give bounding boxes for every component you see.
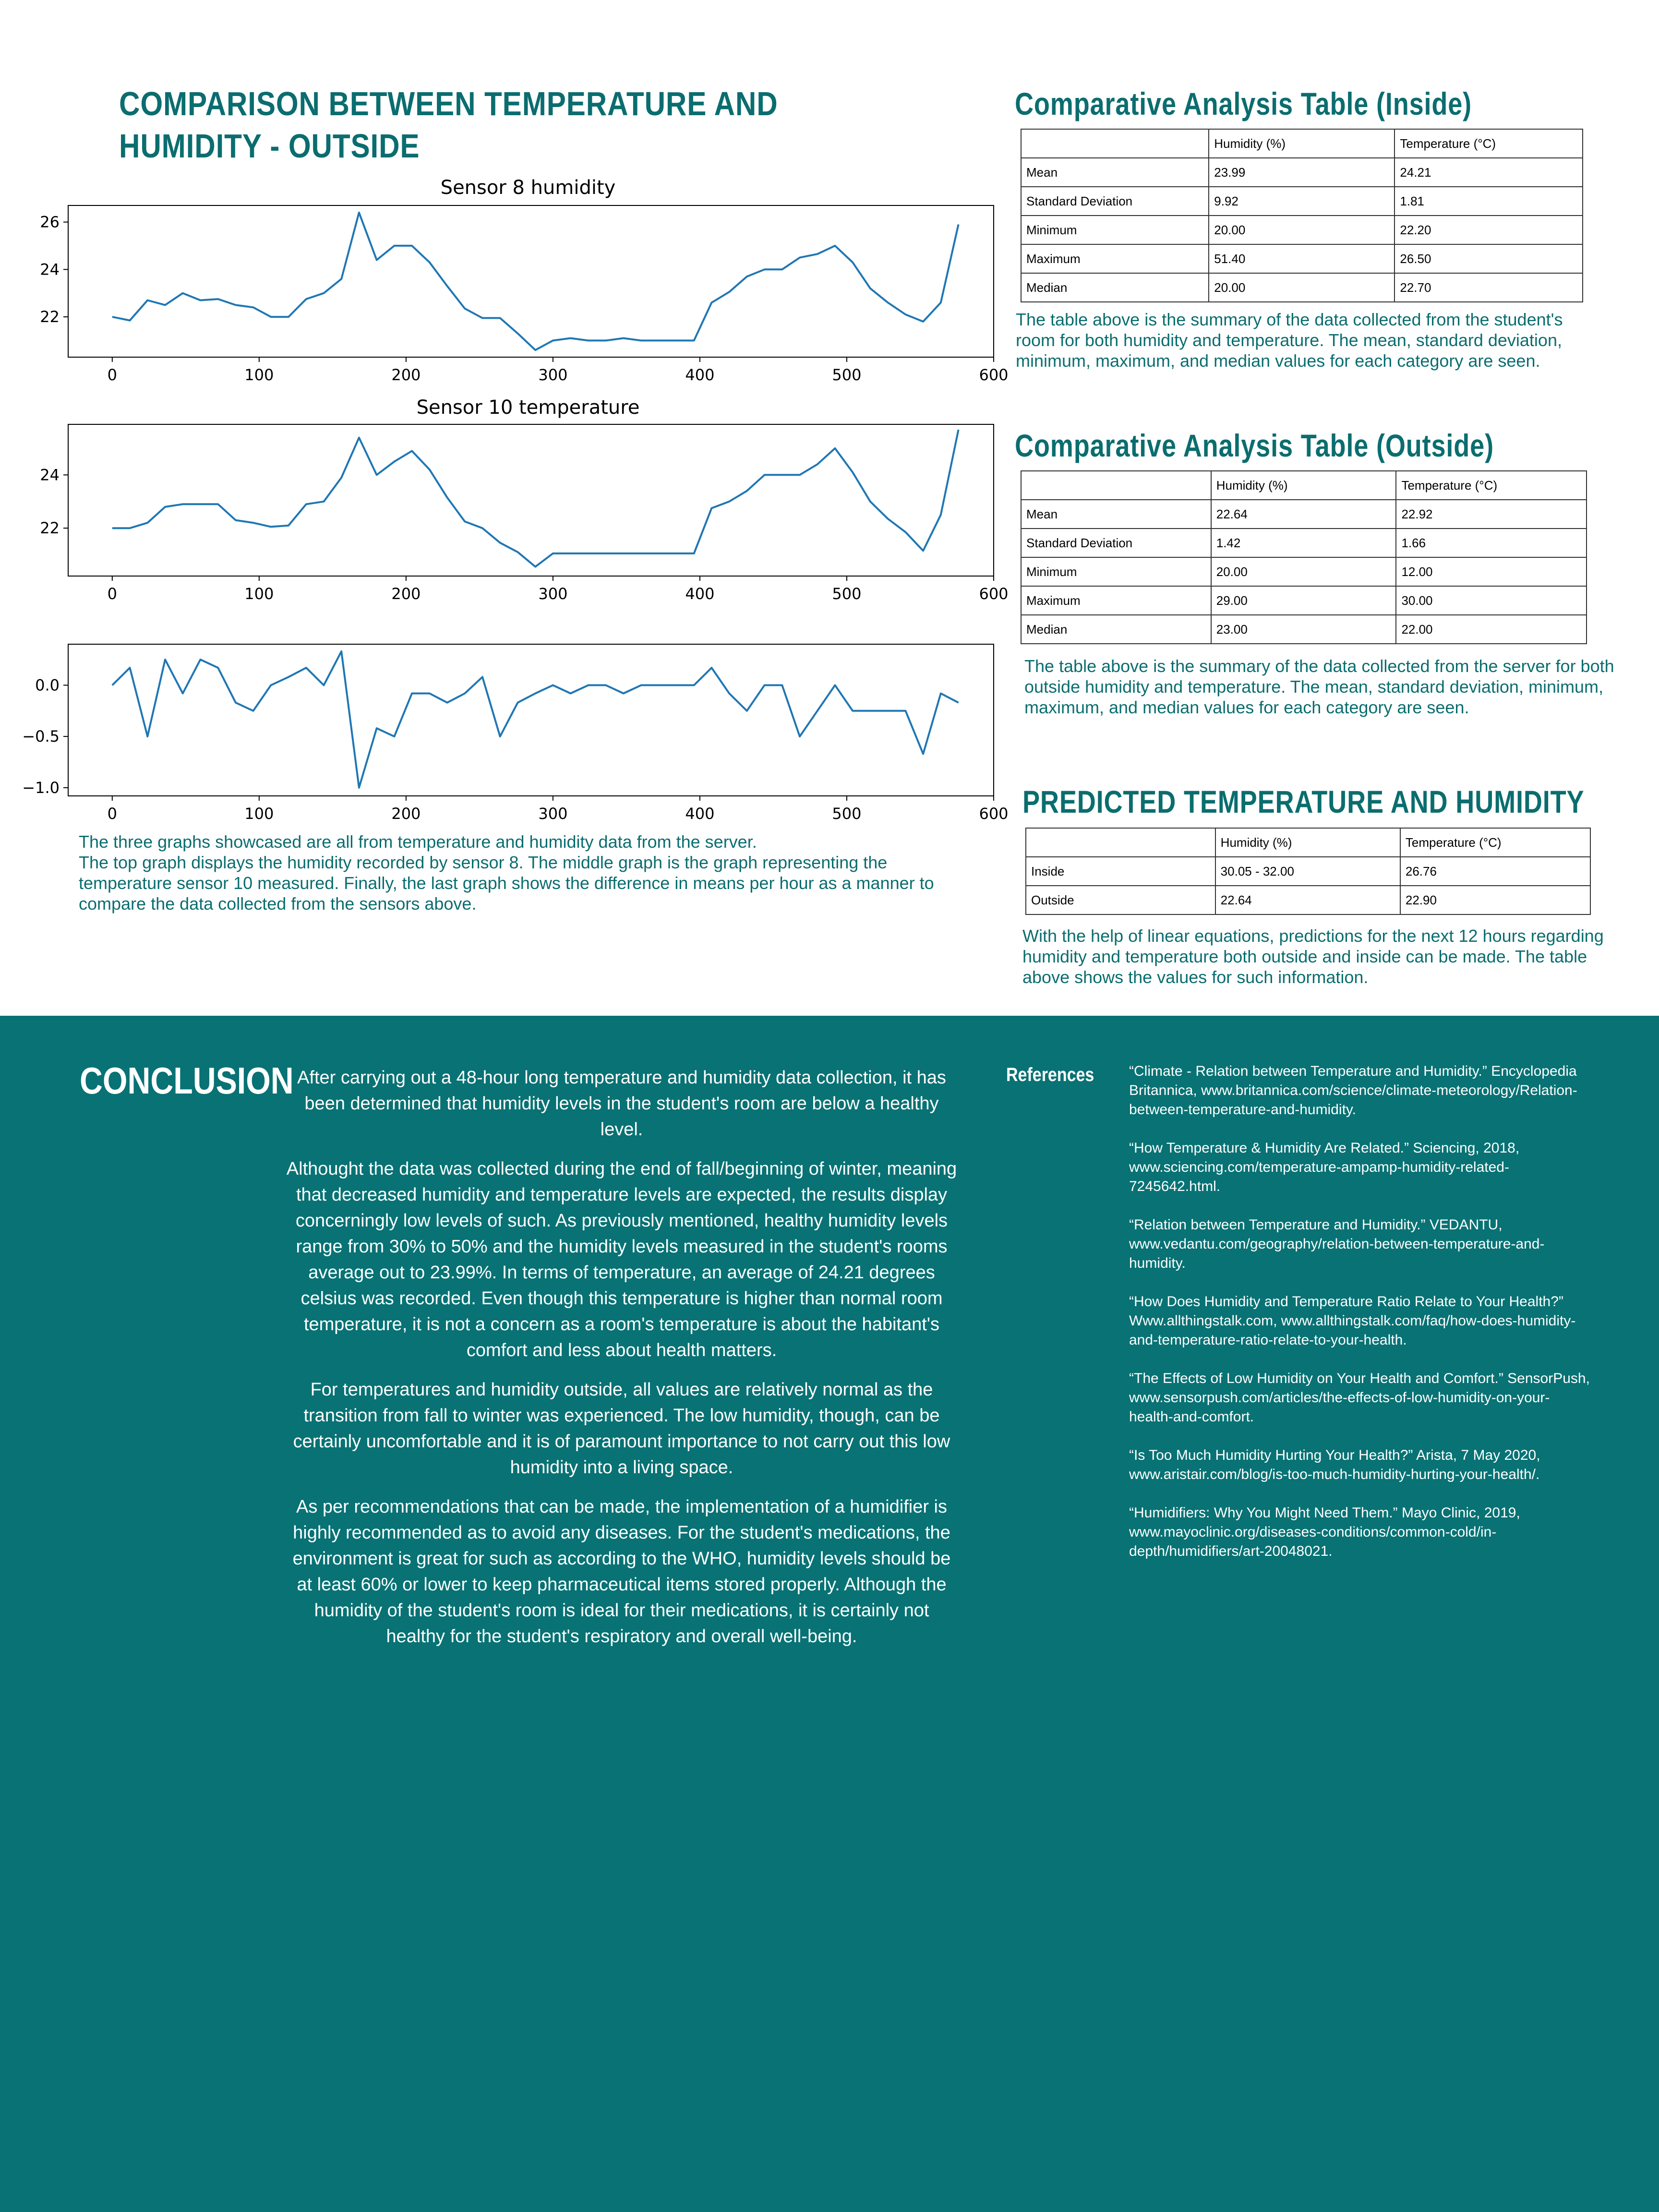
charts-caption-line-1: The three graphs showcased are all from temperature and humidity data from the server. [79,832,757,852]
table-cell: 20.00 [1209,216,1395,244]
conclusion-paragraph-1: After carrying out a 48-hour long temperature and humidity data collection, it has been determined that humidity levels in the student's room are below a healthy level. [297,1068,946,1140]
table-row [1026,886,1590,914]
x-tick-label: 400 [685,805,715,823]
table-cell: 23.00 [1211,615,1396,644]
table-cell: Maximum [1021,244,1209,273]
x-tick-label: 300 [538,805,568,823]
table-row [1021,216,1583,244]
chart-1-title: Sensor 8 humidity [440,177,616,199]
table-cell: Mean [1021,158,1209,187]
x-tick-label: 200 [391,805,421,823]
x-tick-label: 600 [979,805,1009,823]
table-cell: Minimum [1021,557,1211,586]
conclusion-title: CONCLUSION [80,1059,294,1102]
x-tick-label: 600 [979,585,1009,603]
x-tick-label: 200 [391,366,421,384]
series-line [112,213,959,350]
y-tick-label: 22 [40,308,60,326]
table-cell: 22.70 [1395,273,1583,302]
table-row [1021,586,1587,615]
conclusion-body [283,1065,960,1663]
y-tick-label: 22 [40,519,60,538]
table-cell: 1.81 [1395,187,1583,216]
table-cell: Median [1021,615,1211,644]
x-tick-label: 500 [832,585,862,603]
references-title: References [1006,1064,1094,1085]
table-header-cell: Humidity (%) [1215,828,1400,857]
outside-table-title: Comparative Analysis Table (Outside) [1015,428,1494,463]
table-row [1021,529,1587,557]
plot-frame [68,644,994,796]
table-cell: 26.50 [1395,244,1583,273]
y-tick-label: 0.0 [35,676,60,695]
table-row [1021,615,1587,644]
reference-item-3: “Relation between Temperature and Humidity.” VEDANTU, www.vedantu.com/geography/relation-between-temperature-and-humidity. [1129,1217,1545,1271]
x-tick-label: 300 [538,585,568,603]
reference-item-4: “How Does Humidity and Temperature Ratio Relate to Your Health?” Www.allthingstalk.com, www.allthingstalk.com/faq/how-does-humidity-and-temperature-ratio-relate-to-your-health. [1129,1294,1576,1348]
table-header-row [1021,471,1587,500]
table-row [1026,857,1590,886]
table-cell: Standard Deviation [1021,187,1209,216]
table-cell: Standard Deviation [1021,529,1211,557]
x-tick-label: 0 [107,366,117,384]
x-tick-label: 100 [244,366,274,384]
table-cell: 24.21 [1395,158,1583,187]
y-tick-label: −1.0 [22,778,60,797]
table-cell: Minimum [1021,216,1209,244]
x-tick-label: 500 [832,366,862,384]
table-cell: Median [1021,273,1209,302]
x-tick-label: 0 [107,805,117,823]
x-tick-label: 400 [685,366,715,384]
charts-caption [79,831,976,914]
y-tick-label: 24 [40,260,60,279]
conclusion-paragraph-4: As per recommendations that can be made, the implementation of a humidifier is highly recommended as to avoid any diseases. For the student's medications, the environment is great for such as according to the WHO, humidity levels should be at least 60% or lower to keep pharmaceutical items stored properly. Although the humidity of the student's room is ideal for their medications, it is certainly not healthy for the student's respiratory and overall well-being. [292,1497,951,1647]
y-tick-label: 24 [40,466,60,484]
table-cell: 29.00 [1211,586,1396,615]
table-row [1021,273,1583,302]
table-row [1021,557,1587,586]
table-cell: Maximum [1021,586,1211,615]
y-tick-label: −0.5 [22,727,60,746]
x-tick-label: 500 [832,805,862,823]
table-cell: 9.92 [1209,187,1395,216]
main-title-line-1: COMPARISON BETWEEN TEMPERATURE AND [119,85,778,122]
table-cell: Mean [1021,500,1211,529]
outside-table-caption: The table above is the summary of the data collected from the server for both outside humidity and temperature. The mean, standard deviation, minimum, maximum, and median values for each category are seen. [1024,656,1614,717]
inside-table-caption: The table above is the summary of the data collected from the student's room for both humidity and temperature. The mean, standard deviation, minimum, maximum, and median values for each category are seen. [1016,310,1563,371]
table-header-cell: Humidity (%) [1211,471,1396,500]
reference-item-1: “Climate - Relation between Temperature and Humidity.” Encyclopedia Britannica, www.britannica.com/science/climate-meteorology/Relation-between-temperature-and-humidity. [1129,1063,1577,1118]
table-cell: 26.76 [1400,857,1590,886]
chart-difference-in-means [22,644,1008,823]
reference-item-2: “How Temperature & Humidity Are Related.” Sciencing, 2018, www.sciencing.com/temperature-ampamp-humidity-related-7245642.html. [1129,1140,1520,1194]
table-header-cell: Temperature (°C) [1396,471,1587,500]
conclusion-paragraph-3: For temperatures and humidity outside, all values are relatively normal as the transition from fall to winter was experienced. The low humidity, though, can be certainly uncomfortable and it is of paramount importance to not carry out this low humidity into a living space. [293,1380,950,1478]
table-header-cell: Temperature (°C) [1395,129,1583,158]
series-line [112,430,959,567]
x-tick-label: 100 [244,585,274,603]
table-header-cell [1021,471,1211,500]
predicted-table [1025,828,1591,915]
x-tick-label: 300 [538,366,568,384]
conclusion-paragraph-2: Althought the data was collected during the end of fall/beginning of winter, meaning that decreased humidity and temperature levels are expected, the results display concerningly low levels of such. As previously mentioned, healthy humidity levels range from 30% to 50% and the humidity levels measured in the student's rooms average out to 23.99%. In terms of temperature, an average of 24.21 degrees celsius was recorded. Even though this temperature is higher than normal room temperature, it is not a concern as a room's temperature is about the habitant's comfort and less about health matters. [286,1159,957,1360]
table-cell: 1.66 [1396,529,1587,557]
x-tick-label: 600 [979,366,1009,384]
reference-item-7: “Humidifiers: Why You Might Need Them.” Mayo Clinic, 2019, www.mayoclinic.org/diseases-conditions/common-cold/in-depth/humidifiers/art-20048021. [1129,1505,1520,1559]
table-cell: 22.20 [1395,216,1583,244]
series-line [112,651,959,788]
main-title-line-2: HUMIDITY - OUTSIDE [119,127,420,165]
table-header-cell: Humidity (%) [1209,129,1395,158]
outside-analysis-table [1021,470,1587,644]
table-header-row [1026,828,1590,857]
plot-frame [68,424,994,576]
table-cell: Outside [1026,886,1215,914]
predicted-title: PREDICTED TEMPERATURE AND HUMIDITY [1022,784,1585,819]
chart-sensor-10-temperature [40,424,1008,603]
table-cell: 1.42 [1211,529,1396,557]
y-tick-label: 26 [40,213,60,231]
table-header-cell: Temperature (°C) [1400,828,1590,857]
table-header-cell [1021,129,1209,158]
table-header-row [1021,129,1583,158]
chart-2-title: Sensor 10 temperature [416,397,640,419]
table-row [1021,158,1583,187]
table-header-cell [1026,828,1215,857]
reference-item-5: “The Effects of Low Humidity on Your Health and Comfort.” SensorPush, www.sensorpush.com/articles/the-effects-of-low-humidity-on-your-health-and-comfort. [1129,1370,1590,1425]
table-cell: 12.00 [1396,557,1587,586]
inside-analysis-table [1021,129,1583,302]
table-cell: 20.00 [1211,557,1396,586]
table-cell: 22.64 [1211,500,1396,529]
x-tick-label: 100 [244,805,274,823]
table-cell: Inside [1026,857,1215,886]
x-tick-label: 0 [107,585,117,603]
inside-table-title: Comparative Analysis Table (Inside) [1015,86,1472,121]
x-tick-label: 200 [391,585,421,603]
table-row [1021,187,1583,216]
chart-sensor-8-humidity [40,205,1008,384]
plot-frame [68,205,994,357]
table-cell: 22.64 [1215,886,1400,914]
references-list [1129,1062,1590,1580]
table-cell: 30.00 [1396,586,1587,615]
reference-item-6: “Is Too Much Humidity Hurting Your Health?” Arista, 7 May 2020, www.aristair.com/blog/is-too-much-humidity-hurting-your-health/. [1129,1447,1540,1482]
table-row [1021,244,1583,273]
charts-caption-line-2: The top graph displays the humidity recorded by sensor 8. The middle graph is the graph representing the temperature sensor 10 measured. Finally, the last graph shows the difference in means per hour as a manner to compare the data collected from the sensors above. [79,853,934,914]
table-cell: 22.92 [1396,500,1587,529]
table-cell: 20.00 [1209,273,1395,302]
table-cell: 30.05 - 32.00 [1215,857,1400,886]
table-cell: 22.90 [1400,886,1590,914]
table-row [1021,500,1587,529]
x-tick-label: 400 [685,585,715,603]
table-cell: 22.00 [1396,615,1587,644]
predicted-caption: With the help of linear equations, predictions for the next 12 hours regarding humidity and temperature both outside and inside can be made. The table above shows the values for such information. [1022,926,1604,987]
table-cell: 23.99 [1209,158,1395,187]
table-cell: 51.40 [1209,244,1395,273]
